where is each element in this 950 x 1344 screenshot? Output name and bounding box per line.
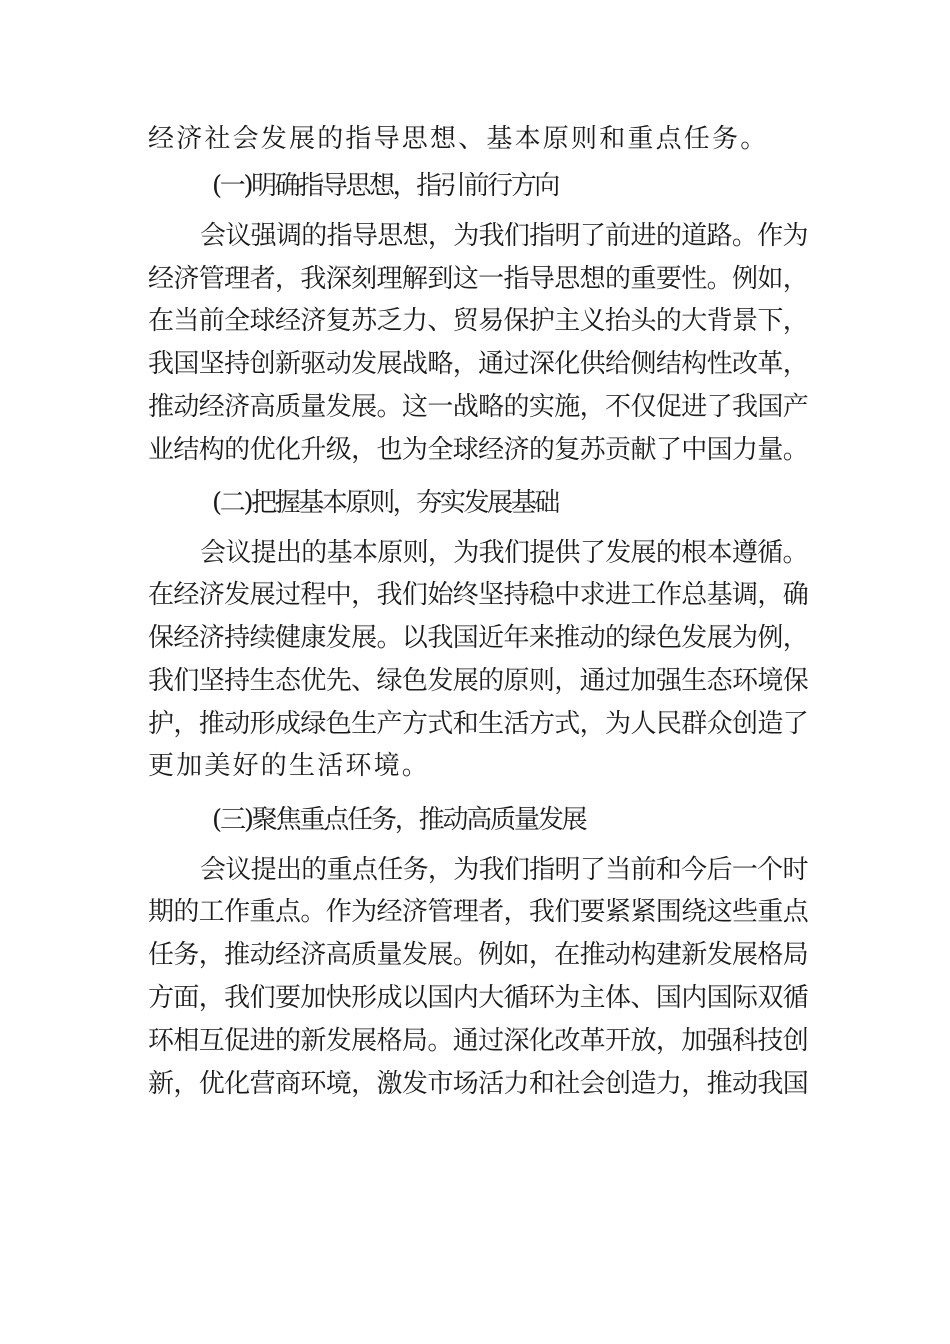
- body-text-line: 方面，我们要加快形成以国内大循环为主体、国内国际双循: [148, 983, 809, 1013]
- section-heading-2: (二)把握基本原则，夯实发展基础: [212, 488, 558, 518]
- body-text-line: 会议强调的指导思想，为我们指明了前进的道路。作为: [200, 221, 808, 251]
- body-text-line: 经济管理者，我深刻理解到这一指导思想的重要性。例如，: [148, 264, 809, 294]
- body-text-line: 我国坚持创新驱动发展战略，通过深化供给侧结构性改革，: [148, 349, 809, 379]
- body-text-line: 期的工作重点。作为经济管理者，我们要紧紧围绕这些重点: [148, 897, 809, 927]
- body-text-line: 保经济持续健康发展。以我国近年来推动的绿色发展为例，: [148, 623, 809, 653]
- body-text-line: 护，推动形成绿色生产方式和生活方式，为人民群众创造了: [148, 709, 809, 739]
- body-text-line: 我们坚持生态优先、绿色发展的原则，通过加强生态环境保: [148, 666, 809, 696]
- body-text-line: 推动经济高质量发展。这一战略的实施，不仅促进了我国产: [148, 392, 809, 422]
- body-text-line: 在经济发展过程中，我们始终坚持稳中求进工作总基调，确: [148, 580, 809, 610]
- section-heading-1: (一)明确指导思想，指引前行方向: [212, 171, 558, 201]
- body-text-line: 环相互促进的新发展格局。通过深化改革开放，加强科技创: [148, 1026, 809, 1056]
- section-heading-3: (三)聚焦重点任务，推动高质量发展: [212, 805, 586, 835]
- body-text-line: 会议提出的基本原则，为我们提供了发展的根本遵循。: [200, 538, 808, 568]
- body-text-line: 更加美好的生活环境。: [148, 751, 431, 781]
- body-text-line: 在当前全球经济复苏乏力、贸易保护主义抬头的大背景下，: [148, 306, 809, 336]
- body-text-line: 新，优化营商环境，激发市场活力和社会创造力，推动我国: [148, 1069, 809, 1099]
- body-text-line: 经济社会发展的指导思想、基本原则和重点任务。: [148, 124, 769, 154]
- body-text-line: 业结构的优化升级，也为全球经济的复苏贡献了中国力量。: [148, 435, 809, 465]
- body-text-line: 任务，推动经济高质量发展。例如，在推动构建新发展格局: [148, 940, 809, 970]
- body-text-line: 会议提出的重点任务，为我们指明了当前和今后一个时: [200, 855, 808, 885]
